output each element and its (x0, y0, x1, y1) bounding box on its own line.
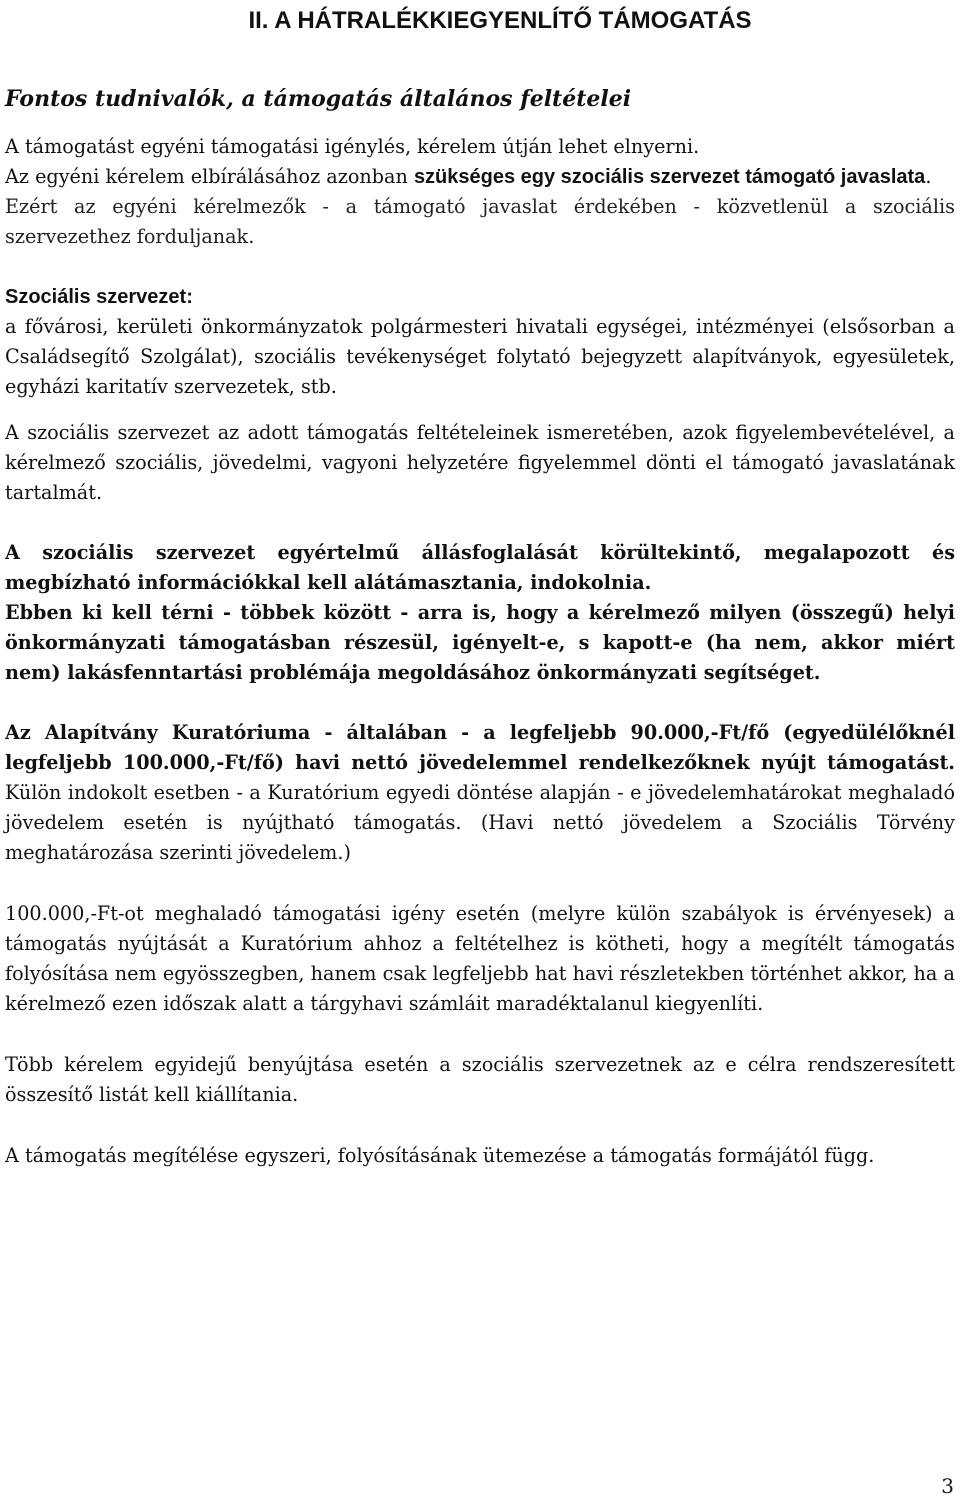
social-org-paragraph (5, 282, 955, 402)
page-number: 3 (941, 1474, 954, 1498)
intro-line-2-bold: szükséges egy szociális szervezet támogató javaslata (413, 166, 926, 188)
income-bold-text: Az Alapítvány Kuratóriuma - általában - a legfeljebb 90.000,-Ft/fő (egyedülélőknél legfeljebb 100.000,-Ft/fő) havi nettó jövedelemmel rendelkezőknek nyújt támogatást. (5, 721, 955, 774)
bold-details-text: Ebben ki kell térni - többek között - arra is, hogy a kérelmező milyen (összegű) helyi önkormányzati támogatásban részesül, igényelt-e, s kapott-e (ha nem, akkor miért nem) lakásfenntartási problémája megoldásához önkormányzati segítséget. (5, 601, 955, 684)
bold-position-text: A szociális szervezet egyértelmű állásfoglalását körültekintő, megalapozott és megbízható információkkal kell alátámasztania, indokolnia. (5, 541, 955, 594)
intro-line-2 (5, 162, 955, 192)
over-limit-paragraph: 100.000,-Ft-ot meghaladó támogatási igény esetén (melyre külön szabályok is érvényesek) a támogatás nyújtását a Kuratórium ahhoz a feltételhez is kötheti, hogy a megítélt támogatás folyósítása nem egyösszegben, hanem csak legfeljebb hat havi részletekben történhet akkor, ha a kérelmező ezen időszak alatt a tárgyhavi számláit maradéktalanul kiegyenlíti. (5, 902, 955, 1015)
document-page (5, 0, 955, 1171)
bold-position-paragraph (5, 538, 955, 598)
income-plain-text: Külön indokolt esetben - a Kuratórium egyedi döntése alapján - e jövedelemhatárokat meghaladó jövedelem esetén is nyújtható támogatás. (Havi nettó jövedelem a Szociális Törvény meghatározása szerinti jövedelem.) (5, 781, 955, 864)
intro-line-1: A támogatást egyéni támogatási igénylés, kérelem útján lehet elnyerni. (5, 135, 700, 158)
section-subtitle: Fontos tudnivalók, a támogatás általános feltételei (5, 86, 632, 112)
social-org-definition: a fővárosi, kerületi önkormányzatok polgármesteri hivatali egységei, intézményei (elsősorban a Családsegítő Szolgálat), szociális tevékenységet folytató bejegyzett alapítványok, egyesületek, egyházi karitatív szervezetek, stb. (5, 315, 955, 398)
intro-line-3: Ezért az egyéni kérelmezők - a támogató javaslat érdekében - közvetlenül a szociális szervezethez forduljanak. (5, 195, 955, 248)
income-paragraph (5, 718, 955, 868)
decision-paragraph: A szociális szervezet az adott támogatás feltételeinek ismeretében, azok figyelembevételével, a kérelmező szociális, jövedelmi, vagyoni helyzetére figyelemmel dönti el támogató javaslatának tartalmát. (5, 421, 955, 504)
bold-details-paragraph (5, 598, 955, 688)
multiple-requests-paragraph: Több kérelem egyidejű benyújtása esetén a szociális szervezetnek az e célra rendszeresített összesítő listát kell kiállítania. (5, 1053, 955, 1106)
intro-line-2-end: . (925, 165, 932, 188)
one-time-paragraph: A támogatás megítélése egyszeri, folyósításának ütemezése a támogatás formájától függ. (5, 1144, 875, 1167)
intro-line-2-plain: Az egyéni kérelem elbírálásához azonban (5, 165, 414, 188)
section-title: II. A HÁTRALÉKKIEGYENLÍTŐ TÁMOGATÁS (248, 7, 752, 34)
social-org-label: Szociális szervezet: (5, 286, 193, 308)
